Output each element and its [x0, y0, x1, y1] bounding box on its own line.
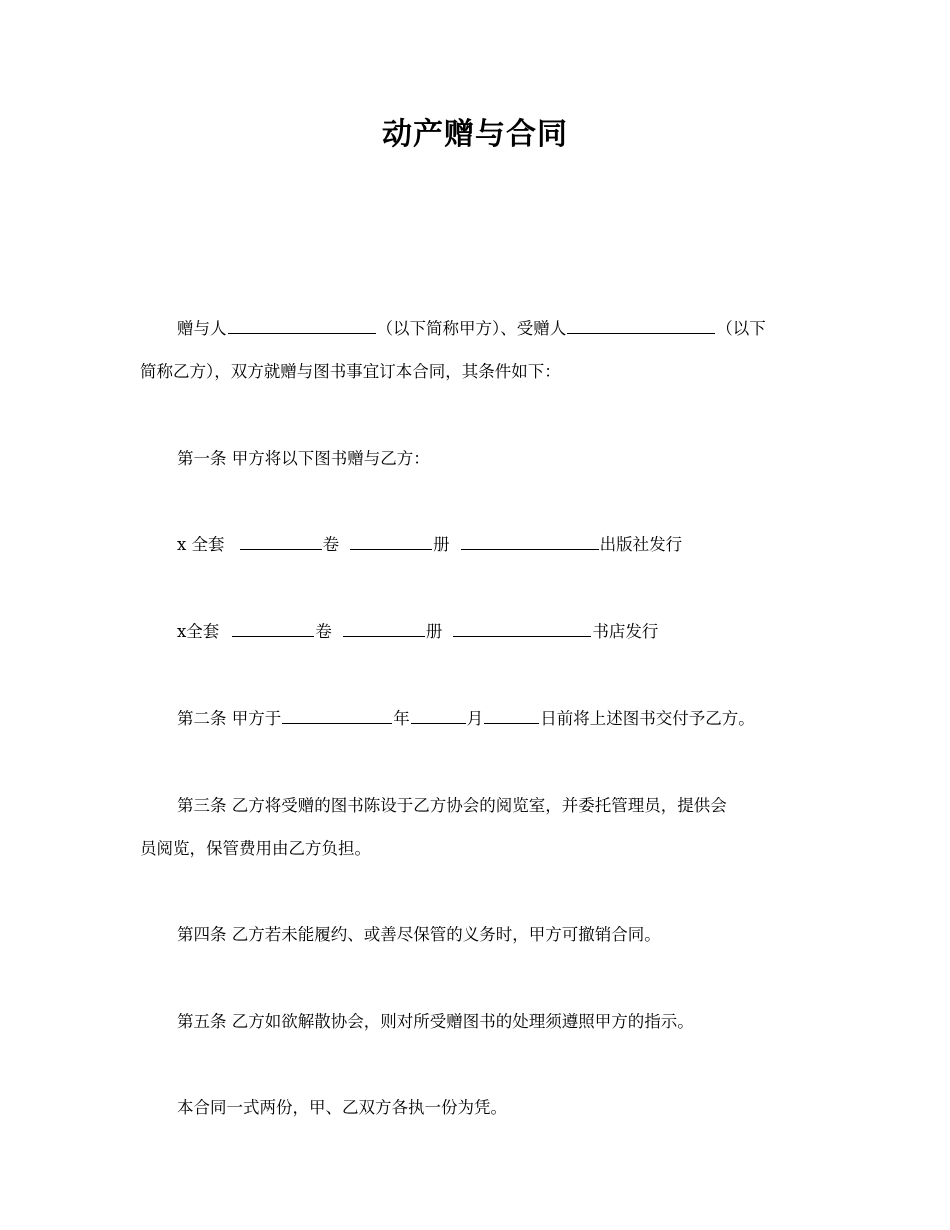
donor-label: 赠与人: [177, 319, 227, 338]
party-a-note: （以下简称甲方）、受赠人: [376, 319, 567, 338]
document-title: 动产赠与合同: [382, 117, 568, 152]
item-2-bookstore-blank[interactable]: [453, 635, 591, 637]
article-2: [140, 697, 849, 740]
item-1-prefix: x 全套: [177, 535, 225, 554]
year-blank[interactable]: [282, 722, 392, 724]
donee-name-blank[interactable]: [567, 332, 715, 334]
month-label: 月: [466, 709, 484, 728]
article-2-prefix: 第二条 甲方于: [177, 709, 282, 728]
article-1: 第一条 甲方将以下图书赠与乙方：: [177, 449, 430, 468]
book-item-2: [140, 610, 849, 653]
item-2-volumes-label: 卷: [315, 622, 332, 641]
donor-name-blank[interactable]: [228, 332, 376, 334]
item-2-copies-blank[interactable]: [343, 635, 425, 637]
item-1-copies-label: 册: [433, 535, 450, 554]
closing-clause: 本合同一式两份，甲、乙双方各执一份为凭。: [177, 1098, 507, 1117]
article-2-suffix: 日前将上述图书交付予乙方。: [540, 709, 755, 728]
item-2-prefix: x全套: [177, 622, 220, 641]
item-1-volumes-label: 卷: [322, 535, 340, 554]
item-1-volumes-blank[interactable]: [240, 548, 322, 550]
book-item-1: [140, 523, 849, 566]
article-4: 第四条 乙方若未能履约、或善尽保管的义务时，甲方可撤销合同。: [177, 925, 661, 944]
preamble-line-2: 简称乙方），双方就赠与图书事宜订本合同，其条件如下：: [140, 362, 561, 381]
article-3-line-1: 第三条 乙方将受赠的图书陈设于乙方协会的阅览室，并委托管理员，提供会: [177, 796, 727, 815]
item-2-bookstore-label: 书店发行: [592, 622, 659, 641]
preamble-line-1: [140, 307, 849, 350]
item-1-publisher-label: 出版社发行: [599, 535, 683, 554]
item-2-copies-label: 册: [425, 622, 443, 641]
item-1-publisher-blank[interactable]: [461, 548, 599, 550]
party-b-note: （以下: [716, 319, 766, 338]
article-3-line-2: 员阅览，保管费用由乙方负担。: [140, 839, 371, 858]
month-blank[interactable]: [411, 722, 466, 724]
article-5: 第五条 乙方如欲解散协会，则对所受赠图书的处理须遵照甲方的指示。: [177, 1012, 694, 1031]
item-2-volumes-blank[interactable]: [232, 635, 314, 637]
year-label: 年: [393, 709, 410, 728]
day-blank[interactable]: [484, 722, 539, 724]
item-1-copies-blank[interactable]: [350, 548, 432, 550]
